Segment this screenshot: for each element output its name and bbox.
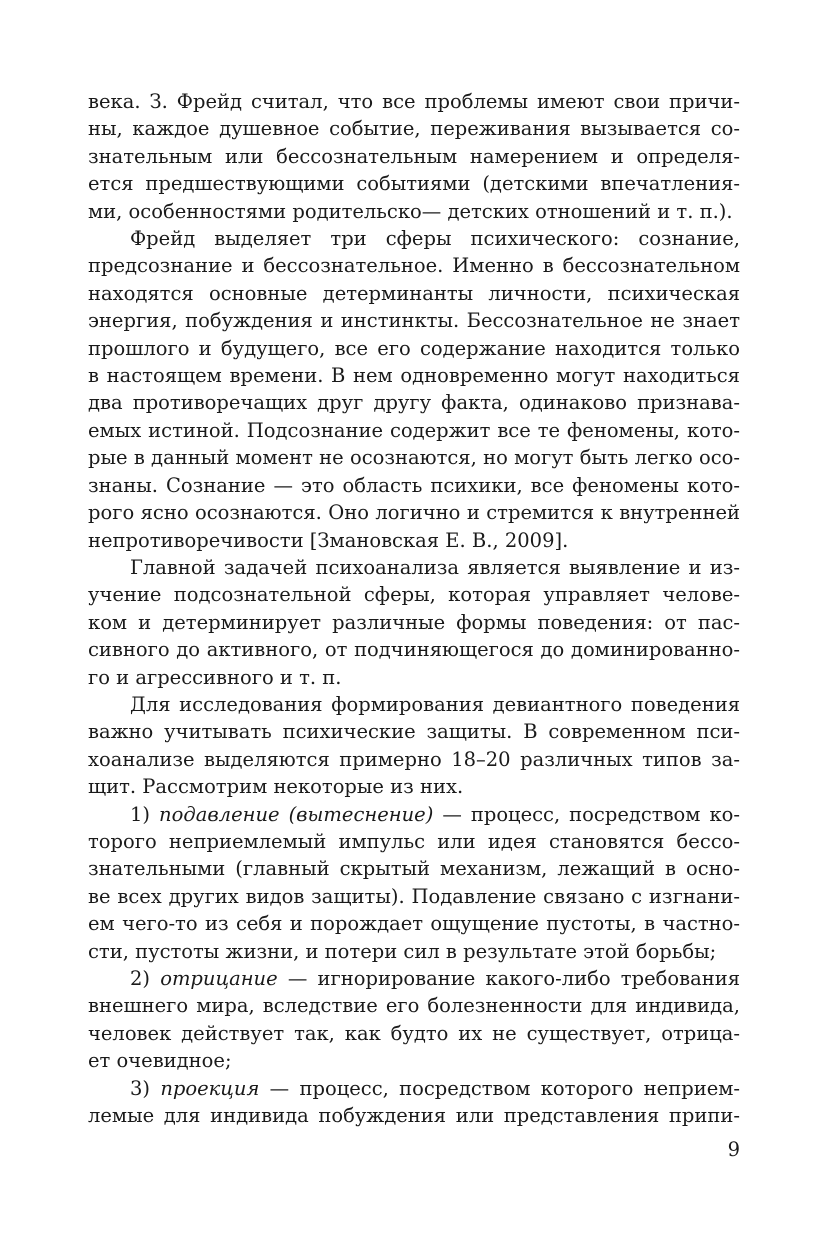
- text-line: учение подсознательной сферы, которая управляет челове-: [88, 583, 740, 607]
- definition-text: — процесс, посредством которого неприем-: [259, 1076, 740, 1100]
- list-item-line: [88, 1075, 740, 1102]
- definition-text: — процесс, посредством ко-: [433, 802, 740, 826]
- list-number: 3): [130, 1076, 161, 1100]
- text-line: ны, каждое душевное событие, переживания вызывается со-: [88, 117, 740, 141]
- text-line: щит. Рассмотрим некоторые из них.: [88, 775, 464, 799]
- term-emphasis: отрицание: [160, 967, 278, 990]
- text-line: знательным или бессознательным намерением и определя-: [88, 144, 740, 168]
- list-number: 1): [130, 802, 160, 826]
- definition-text: — игнорирование какого-либо требования: [277, 967, 740, 990]
- text-line: ми, особенностями родительско— детских отношений и т. п.).: [88, 199, 733, 223]
- text-line: рые в данный момент не осознаются, но могут быть легко осо-: [88, 446, 740, 470]
- text-line: предсознание и бессознательное. Именно в бессознательном: [88, 254, 740, 278]
- text-line: два противоречащих друг другу факта, одинаково признава-: [88, 391, 740, 415]
- text-line: Для исследования формирования девиантного поведения: [130, 692, 740, 716]
- text-line: находятся основные детерминанты личности, психическая: [88, 281, 740, 305]
- text-line: знаны. Сознание — это область психики, все феномены кото-: [88, 473, 740, 497]
- text-line: в настоящем времени. В нем одновременно могут находиться: [88, 364, 740, 388]
- text-line: ет очевидное;: [88, 1049, 232, 1073]
- term-emphasis: подавление (вытеснение): [159, 802, 434, 826]
- text-line: Главной задачей психоанализа является выявление и из-: [130, 555, 740, 579]
- text-line: хоанализе выделяются примерно 18–20 различных типов за-: [88, 747, 740, 771]
- text-line: го и агрессивного и т. п.: [88, 665, 342, 689]
- list-item-line: [88, 965, 740, 992]
- text-line: прошлого и будущего, все его содержание находится только: [88, 336, 740, 360]
- text-line: человек действует так, как будто их не существует, отрица-: [88, 1021, 740, 1045]
- text-line: непротиворечивости [Змановская Е. В., 2009].: [88, 528, 569, 552]
- text-line: Фрейд выделяет три сферы психического: сознание,: [130, 227, 740, 251]
- text-line: важно учитывать психические защиты. В современном пси-: [88, 720, 740, 744]
- text-line: века. З. Фрейд считал, что все проблемы имеют свои причи-: [88, 90, 740, 113]
- list-number: 2): [130, 967, 161, 990]
- text-line: рого ясно осознаются. Оно логично и стремится к внутренней: [88, 501, 740, 525]
- body-text: [88, 88, 740, 1129]
- text-line: знательными (главный скрытый механизм, лежащий в осно-: [88, 857, 740, 881]
- list-item-line: [88, 801, 740, 828]
- text-line: ком и детерминирует различные формы поведения: от пас-: [88, 610, 740, 634]
- text-line: торого неприемлемый импульс или идея становятся бессо-: [88, 829, 740, 853]
- text-line: сти, пустоты жизни, и потери сил в результате этой борьбы;: [88, 939, 717, 963]
- text-line: емых истиной. Подсознание содержит все те феномены, кото-: [88, 418, 740, 442]
- text-line: энергия, побуждения и инстинкты. Бессознательное не знает: [88, 309, 740, 333]
- text-line: лемые для индивида побуждения или представления припи-: [88, 1104, 740, 1128]
- text-line: ется предшествующими событиями (детскими впечатления-: [88, 172, 740, 196]
- term-emphasis: проекция: [160, 1076, 260, 1100]
- text-line: ве всех других видов защиты). Подавление связано с изгнани-: [88, 884, 740, 908]
- page-number: 9: [727, 1138, 740, 1161]
- text-line: ем чего-то из себя и порождает ощущение пустоты, в частно-: [88, 912, 740, 936]
- text-line: внешнего мира, вследствие его болезненности для индивида,: [88, 994, 740, 1018]
- text-line: сивного до активного, от подчиняющегося до доминированно-: [88, 638, 740, 662]
